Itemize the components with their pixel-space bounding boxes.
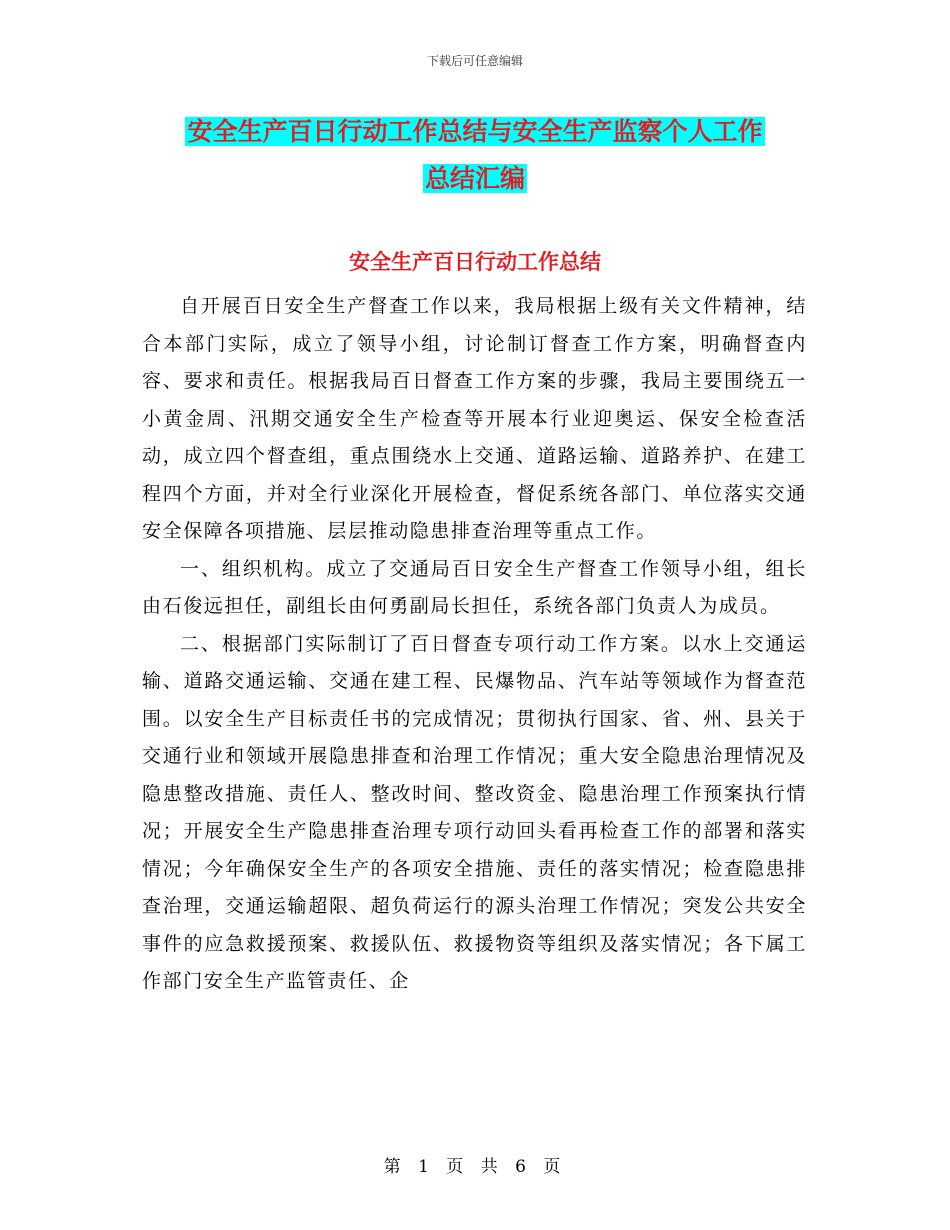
section-heading: 安全生产百日行动工作总结 <box>349 250 601 274</box>
document-title <box>140 108 810 202</box>
page-header-note: 下载后可任意编辑 <box>426 54 523 68</box>
document-body <box>142 288 807 1001</box>
paragraph: 一、组织机构。成立了交通局百日安全生产督查工作领导小组，组长由石俊远担任，副组长由何勇副局长担任，系统各部门负责人为成员。 <box>142 557 807 617</box>
paragraph: 自开展百日安全生产督查工作以来，我局根据上级有关文件精神，结合本部门实际，成立了领导小组，讨论制订督查工作方案，明确督查内容、要求和责任。根据我局百日督查工作方案的步骤，我局主要围绕五一小黄金周、汛期交通安全生产检查等开展本行业迎奥运、保安全检查活动，成立四个督查组，重点围绕水上交通、道路运输、道路养护、在建工程四个方面，并对全行业深化开展检查，督促系统各部门、单位落实交通安全保障各项措施、层层推动隐患排查治理等重点工作。 <box>142 295 807 542</box>
document-title-line1: 安全生产百日行动工作总结与安全生产监察个人工作 <box>187 117 763 146</box>
document-title-line2: 总结汇编 <box>424 164 525 193</box>
page-number-footer: 第 1 页 共 6 页 <box>383 1157 567 1177</box>
paragraph: 二、根据部门实际制订了百日督查专项行动工作方案。以水上交通运输、道路交通运输、交通在建工程、民爆物品、汽车站等领域作为督查范围。以安全生产目标责任书的完成情况；贯彻执行国家、省、州、县关于交通行业和领域开展隐患排查和治理工作情况；重大安全隐患治理情况及隐患整改措施、责任人、整改时间、整改资金、隐患治理工作预案执行情况；开展安全生产隐患排查治理专项行动回头看再检查工作的部署和落实情况；今年确保安全生产的各项安全措施、责任的落实情况；检查隐患排查治理，交通运输超限、超负荷运行的源头治理工作情况；突发公共安全事件的应急救援预案、救援队伍、救援物资等组织及落实情况；各下属工作部门安全生产监管责任、企 <box>142 632 807 992</box>
